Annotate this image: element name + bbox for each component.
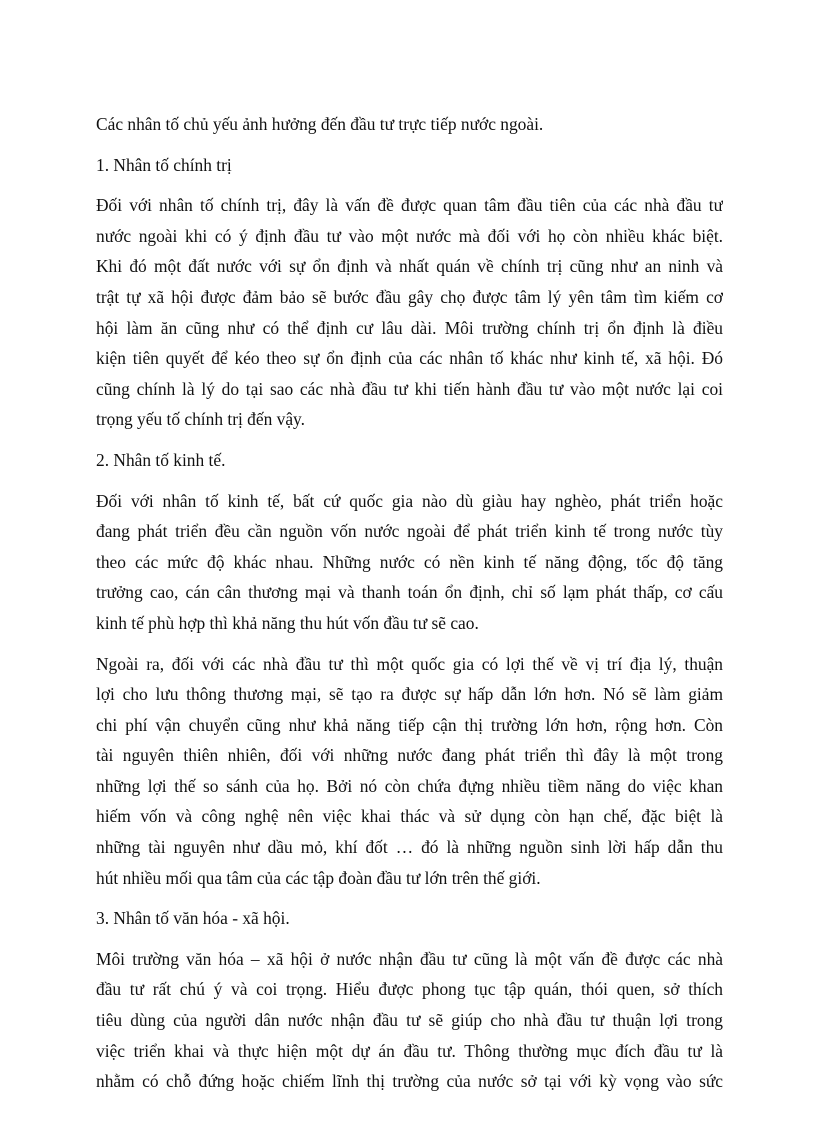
paragraph-line: Đối với nhân tố chính trị, đây là vấn đề được quan tâm đầu tiên của các nhà đầu tư: [96, 195, 723, 216]
paragraph-line: trật tự xã hội được đảm bảo sẽ bước đầu gây chọ được tâm lý yên tâm tìm kiếm cơ: [96, 286, 723, 307]
paragraph-line: những lợi thế so sánh của họ. Bởi nó còn chứa đựng nhiều tiềm năng do việc khan: [96, 775, 723, 796]
paragraph-line: tiêu dùng của người dân nước nhận đầu tư sẽ giúp cho nhà đầu tư thuận lợi trong: [96, 1010, 723, 1031]
section-heading: 2. Nhân tố kinh tế.: [96, 449, 226, 470]
paragraph-line: đang phát triển đều cần nguồn vốn nước ngoài để phát triển kinh tế trong nước tùy: [96, 521, 723, 542]
paragraph-line: những tài nguyên như dầu mỏ, khí đốt … đó là những nguồn sinh lời hấp dẫn thu: [96, 837, 723, 858]
paragraph-line: Khi đó một đất nước với sự ổn định và nhất quán về chính trị cũng như an ninh và: [96, 256, 723, 277]
paragraph-line: lợi cho lưu thông thương mại, sẽ tạo ra được sự hấp dẫn lớn hơn. Nó sẽ làm giảm: [96, 684, 723, 705]
paragraph-line: trọng yếu tố chính trị đến vậy.: [96, 409, 305, 430]
paragraph-line: chi phí vận chuyển cũng như khả năng tiếp cận thị trường lớn hơn, rộng hơn. Còn: [96, 714, 723, 735]
paragraph-line: Môi trường văn hóa – xã hội ở nước nhận đầu tư cũng là một vấn đề được các nhà: [96, 948, 723, 969]
paragraph-line: nhằm có chỗ đứng hoặc chiếm lĩnh thị trường của nước sở tại với kỳ vọng vào sức: [96, 1071, 723, 1092]
document-page: [96, 109, 723, 1097]
paragraph-line: Ngoài ra, đối với các nhà đầu tư thì một quốc gia có lợi thế về vị trí địa lý, thuận: [96, 653, 723, 674]
paragraph-line: hội làm ăn cũng như có thể định cư lâu dài. Môi trường chính trị ổn định là điều: [96, 317, 723, 338]
paragraph-line: cũng chính là lý do tại sao các nhà đầu tư khi tiến hành đầu tư vào một nước lại coi: [96, 378, 723, 399]
section-heading: 3. Nhân tố văn hóa - xã hội.: [96, 908, 290, 929]
paragraph: [96, 944, 723, 1097]
paragraph-line: Đối với nhân tố kinh tế, bất cứ quốc gia nào dù giàu hay nghèo, phát triển hoặc: [96, 490, 723, 511]
paragraph: [96, 649, 723, 894]
paragraph: [96, 190, 723, 435]
paragraph-line: hút nhiều mối qua tâm của các tập đoàn đầu tư lớn trên thế giới.: [96, 867, 541, 888]
intro-line: Các nhân tố chủ yếu ảnh hưởng đến đầu tư trực tiếp nước ngoài.: [96, 114, 544, 134]
paragraph-line: đầu tư rất chú ý và coi trọng. Hiểu được phong tục tập quán, thói quen, sở thích: [96, 979, 723, 1000]
paragraph-line: theo các mức độ khác nhau. Những nước có nền kinh tế năng động, tốc độ tăng: [96, 551, 723, 572]
paragraph-line: việc triển khai và thực hiện một dự án đầu tư. Thông thường mục đích đầu tư là: [96, 1040, 723, 1061]
paragraph-line: hiếm vốn và công nghệ nên việc khai thác và sử dụng còn hạn chế, đặc biệt là: [96, 806, 723, 827]
paragraph: [96, 486, 723, 639]
paragraph-line: nước ngoài khi có ý định đầu tư vào một nước mà đối với họ còn nhiều khác biệt.: [96, 225, 723, 246]
paragraph-line: kinh tế phù hợp thì khả năng thu hút vốn đầu tư sẽ cao.: [96, 612, 479, 633]
paragraph-line: kiện tiên quyết để kéo theo sự ổn định của các nhân tố khác như kinh tế, xã hội. Đó: [96, 348, 723, 369]
section-heading: 1. Nhân tố chính trị: [96, 154, 232, 175]
paragraph-line: tài nguyên thiên nhiên, đối với những nước đang phát triển thì đây là một trong: [96, 745, 723, 766]
paragraph-line: trưởng cao, cán cân thương mại và thanh toán ổn định, chỉ số lạm phát thấp, cơ cấu: [96, 582, 723, 603]
